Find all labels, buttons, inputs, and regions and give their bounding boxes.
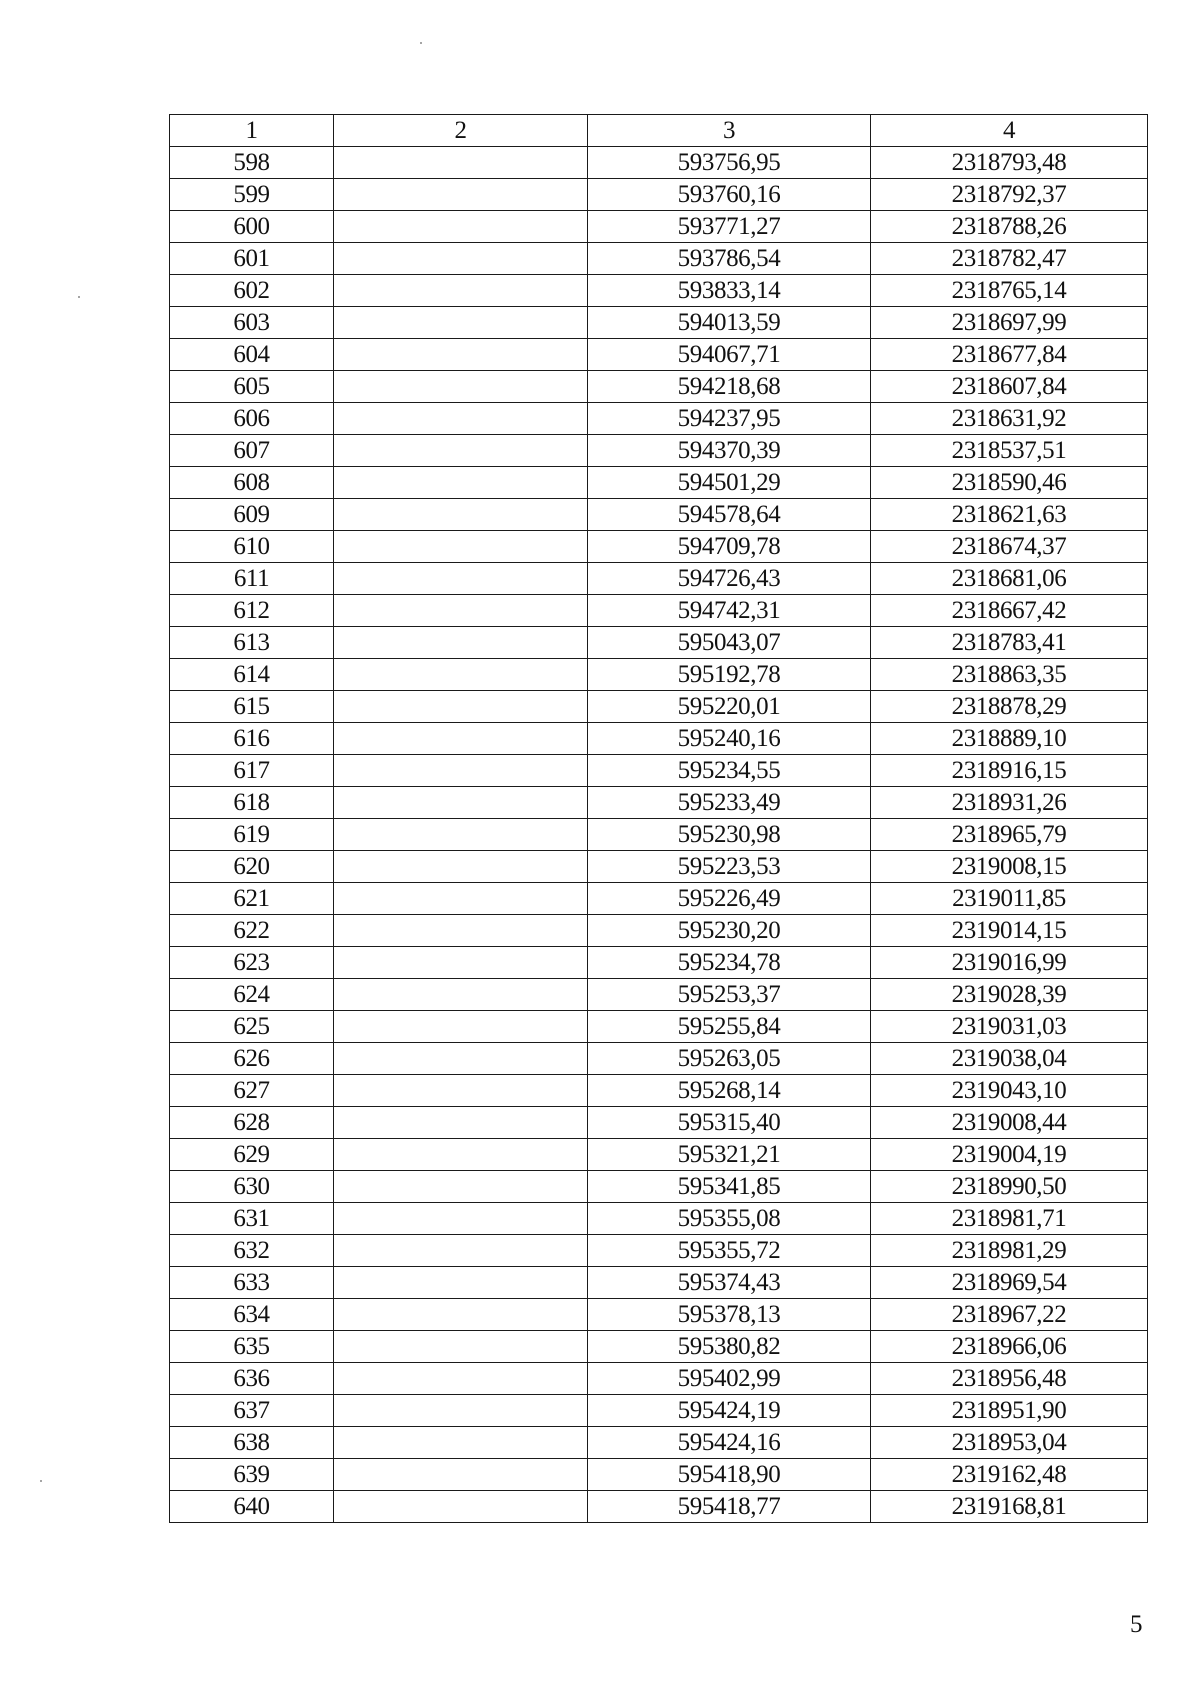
x-coordinate-cell: 593771,27 [588,211,871,243]
x-coordinate-cell: 595233,49 [588,787,871,819]
x-coordinate-cell: 595378,13 [588,1299,871,1331]
point-number-cell: 615 [170,691,334,723]
point-number-cell: 636 [170,1363,334,1395]
x-coordinate-cell: 595355,72 [588,1235,871,1267]
x-coordinate-cell: 595402,99 [588,1363,871,1395]
x-coordinate-cell: 593756,95 [588,147,871,179]
point-number-cell: 640 [170,1491,334,1523]
y-coordinate-cell: 2318966,06 [871,1331,1148,1363]
description-cell [334,915,588,947]
table-row [170,947,1148,979]
y-coordinate-cell: 2318792,37 [871,179,1148,211]
table-row [170,1107,1148,1139]
scan-speck [40,1480,42,1482]
point-number-cell: 627 [170,1075,334,1107]
description-cell [334,979,588,1011]
table-row [170,1363,1148,1395]
description-cell [334,659,588,691]
point-number-cell: 599 [170,179,334,211]
point-number-cell: 602 [170,275,334,307]
point-number-cell: 611 [170,563,334,595]
y-coordinate-cell: 2318990,50 [871,1171,1148,1203]
y-coordinate-cell: 2318697,99 [871,307,1148,339]
table-row [170,371,1148,403]
description-cell [334,275,588,307]
x-coordinate-cell: 595255,84 [588,1011,871,1043]
table-row [170,147,1148,179]
y-coordinate-cell: 2319028,39 [871,979,1148,1011]
x-coordinate-cell: 595234,55 [588,755,871,787]
table-row [170,819,1148,851]
point-number-cell: 625 [170,1011,334,1043]
description-cell [334,723,588,755]
table-row [170,563,1148,595]
x-coordinate-cell: 595230,20 [588,915,871,947]
point-number-cell: 632 [170,1235,334,1267]
x-coordinate-cell: 595192,78 [588,659,871,691]
y-coordinate-cell: 2318788,26 [871,211,1148,243]
y-coordinate-cell: 2318953,04 [871,1427,1148,1459]
x-coordinate-cell: 593786,54 [588,243,871,275]
column-header-2: 2 [334,115,588,147]
table-row [170,1491,1148,1523]
description-cell [334,851,588,883]
table-row [170,1395,1148,1427]
table-row [170,1299,1148,1331]
x-coordinate-cell: 595355,08 [588,1203,871,1235]
table-row [170,499,1148,531]
table-row [170,787,1148,819]
table-row [170,979,1148,1011]
description-cell [334,563,588,595]
y-coordinate-cell: 2318783,41 [871,627,1148,659]
point-number-cell: 600 [170,211,334,243]
x-coordinate-cell: 594237,95 [588,403,871,435]
description-cell [334,1491,588,1523]
point-number-cell: 639 [170,1459,334,1491]
point-number-cell: 623 [170,947,334,979]
table-row [170,691,1148,723]
description-cell [334,1171,588,1203]
x-coordinate-cell: 595341,85 [588,1171,871,1203]
point-number-cell: 616 [170,723,334,755]
y-coordinate-cell: 2318878,29 [871,691,1148,723]
table-row [170,595,1148,627]
table-row [170,1139,1148,1171]
x-coordinate-cell: 595220,01 [588,691,871,723]
y-coordinate-cell: 2319162,48 [871,1459,1148,1491]
table-row [170,1011,1148,1043]
point-number-cell: 628 [170,1107,334,1139]
table-row [170,915,1148,947]
description-cell [334,243,588,275]
description-cell [334,947,588,979]
table-row [170,1459,1148,1491]
description-cell [334,1459,588,1491]
y-coordinate-cell: 2318674,37 [871,531,1148,563]
point-number-cell: 620 [170,851,334,883]
description-cell [334,819,588,851]
point-number-cell: 638 [170,1427,334,1459]
table-row [170,467,1148,499]
description-cell [334,1331,588,1363]
description-cell [334,595,588,627]
x-coordinate-cell: 594578,64 [588,499,871,531]
x-coordinate-cell: 595234,78 [588,947,871,979]
x-coordinate-cell: 595230,98 [588,819,871,851]
description-cell [334,1363,588,1395]
point-number-cell: 606 [170,403,334,435]
table-row [170,627,1148,659]
y-coordinate-cell: 2319008,44 [871,1107,1148,1139]
column-header-4: 4 [871,115,1148,147]
x-coordinate-cell: 594709,78 [588,531,871,563]
table-row [170,211,1148,243]
point-number-cell: 614 [170,659,334,691]
y-coordinate-cell: 2319008,15 [871,851,1148,883]
y-coordinate-cell: 2318590,46 [871,467,1148,499]
table-row [170,307,1148,339]
x-coordinate-cell: 594742,31 [588,595,871,627]
y-coordinate-cell: 2319031,03 [871,1011,1148,1043]
x-coordinate-cell: 594370,39 [588,435,871,467]
y-coordinate-cell: 2319011,85 [871,883,1148,915]
point-number-cell: 633 [170,1267,334,1299]
x-coordinate-cell: 595240,16 [588,723,871,755]
y-coordinate-cell: 2318537,51 [871,435,1148,467]
x-coordinate-cell: 595424,16 [588,1427,871,1459]
table-row [170,1267,1148,1299]
x-coordinate-cell: 595223,53 [588,851,871,883]
x-coordinate-cell: 594501,29 [588,467,871,499]
point-number-cell: 617 [170,755,334,787]
table-row [170,1075,1148,1107]
point-number-cell: 635 [170,1331,334,1363]
description-cell [334,1011,588,1043]
table-row [170,1331,1148,1363]
description-cell [334,1235,588,1267]
y-coordinate-cell: 2319014,15 [871,915,1148,947]
y-coordinate-cell: 2318956,48 [871,1363,1148,1395]
y-coordinate-cell: 2318981,71 [871,1203,1148,1235]
point-number-cell: 610 [170,531,334,563]
y-coordinate-cell: 2318793,48 [871,147,1148,179]
table-body [170,147,1148,1523]
point-number-cell: 607 [170,435,334,467]
x-coordinate-cell: 595418,90 [588,1459,871,1491]
description-cell [334,179,588,211]
x-coordinate-cell: 594067,71 [588,339,871,371]
y-coordinate-cell: 2318951,90 [871,1395,1148,1427]
column-header-1: 1 [170,115,334,147]
point-number-cell: 598 [170,147,334,179]
point-number-cell: 612 [170,595,334,627]
x-coordinate-cell: 593833,14 [588,275,871,307]
x-coordinate-cell: 595374,43 [588,1267,871,1299]
table-row [170,723,1148,755]
table-header-row [170,115,1148,147]
description-cell [334,691,588,723]
description-cell [334,1139,588,1171]
x-coordinate-cell: 595043,07 [588,627,871,659]
y-coordinate-cell: 2318631,92 [871,403,1148,435]
y-coordinate-cell: 2318981,29 [871,1235,1148,1267]
table-row [170,435,1148,467]
description-cell [334,1203,588,1235]
x-coordinate-cell: 595321,21 [588,1139,871,1171]
point-number-cell: 609 [170,499,334,531]
y-coordinate-cell: 2318607,84 [871,371,1148,403]
scan-speck [78,296,80,298]
point-number-cell: 603 [170,307,334,339]
description-cell [334,307,588,339]
x-coordinate-cell: 595424,19 [588,1395,871,1427]
description-cell [334,1075,588,1107]
description-cell [334,435,588,467]
description-cell [334,467,588,499]
table-row [170,883,1148,915]
table-row [170,531,1148,563]
description-cell [334,211,588,243]
description-cell [334,499,588,531]
table-row [170,1203,1148,1235]
y-coordinate-cell: 2318916,15 [871,755,1148,787]
point-number-cell: 604 [170,339,334,371]
x-coordinate-cell: 595380,82 [588,1331,871,1363]
scan-speck [420,42,422,44]
description-cell [334,1043,588,1075]
y-coordinate-cell: 2319168,81 [871,1491,1148,1523]
y-coordinate-cell: 2318969,54 [871,1267,1148,1299]
table-row [170,755,1148,787]
x-coordinate-cell: 594726,43 [588,563,871,595]
y-coordinate-cell: 2318931,26 [871,787,1148,819]
point-number-cell: 626 [170,1043,334,1075]
x-coordinate-cell: 595315,40 [588,1107,871,1139]
y-coordinate-cell: 2318967,22 [871,1299,1148,1331]
point-number-cell: 618 [170,787,334,819]
x-coordinate-cell: 595263,05 [588,1043,871,1075]
table-row [170,1043,1148,1075]
column-header-3: 3 [588,115,871,147]
x-coordinate-cell: 593760,16 [588,179,871,211]
description-cell [334,1395,588,1427]
description-cell [334,147,588,179]
y-coordinate-cell: 2319043,10 [871,1075,1148,1107]
y-coordinate-cell: 2318965,79 [871,819,1148,851]
point-number-cell: 622 [170,915,334,947]
x-coordinate-cell: 594218,68 [588,371,871,403]
table-row [170,1427,1148,1459]
y-coordinate-cell: 2318677,84 [871,339,1148,371]
page-number: 5 [1130,1611,1143,1638]
description-cell [334,339,588,371]
point-number-cell: 601 [170,243,334,275]
description-cell [334,1299,588,1331]
y-coordinate-cell: 2318765,14 [871,275,1148,307]
y-coordinate-cell: 2318681,06 [871,563,1148,595]
point-number-cell: 629 [170,1139,334,1171]
coordinates-table [169,114,1148,1523]
point-number-cell: 637 [170,1395,334,1427]
x-coordinate-cell: 595268,14 [588,1075,871,1107]
table-row [170,179,1148,211]
y-coordinate-cell: 2318863,35 [871,659,1148,691]
y-coordinate-cell: 2318889,10 [871,723,1148,755]
table-row [170,851,1148,883]
y-coordinate-cell: 2319038,04 [871,1043,1148,1075]
point-number-cell: 605 [170,371,334,403]
x-coordinate-cell: 594013,59 [588,307,871,339]
point-number-cell: 619 [170,819,334,851]
description-cell [334,403,588,435]
description-cell [334,787,588,819]
point-number-cell: 631 [170,1203,334,1235]
y-coordinate-cell: 2319016,99 [871,947,1148,979]
point-number-cell: 613 [170,627,334,659]
table-row [170,403,1148,435]
table-row [170,1171,1148,1203]
point-number-cell: 634 [170,1299,334,1331]
x-coordinate-cell: 595253,37 [588,979,871,1011]
point-number-cell: 608 [170,467,334,499]
x-coordinate-cell: 595226,49 [588,883,871,915]
y-coordinate-cell: 2318667,42 [871,595,1148,627]
table-row [170,1235,1148,1267]
description-cell [334,883,588,915]
description-cell [334,531,588,563]
description-cell [334,371,588,403]
description-cell [334,1107,588,1139]
point-number-cell: 621 [170,883,334,915]
table-row [170,339,1148,371]
x-coordinate-cell: 595418,77 [588,1491,871,1523]
description-cell [334,1427,588,1459]
table-row [170,275,1148,307]
point-number-cell: 630 [170,1171,334,1203]
point-number-cell: 624 [170,979,334,1011]
description-cell [334,627,588,659]
description-cell [334,1267,588,1299]
y-coordinate-cell: 2318782,47 [871,243,1148,275]
table-row [170,243,1148,275]
table-row [170,659,1148,691]
y-coordinate-cell: 2319004,19 [871,1139,1148,1171]
y-coordinate-cell: 2318621,63 [871,499,1148,531]
description-cell [334,755,588,787]
